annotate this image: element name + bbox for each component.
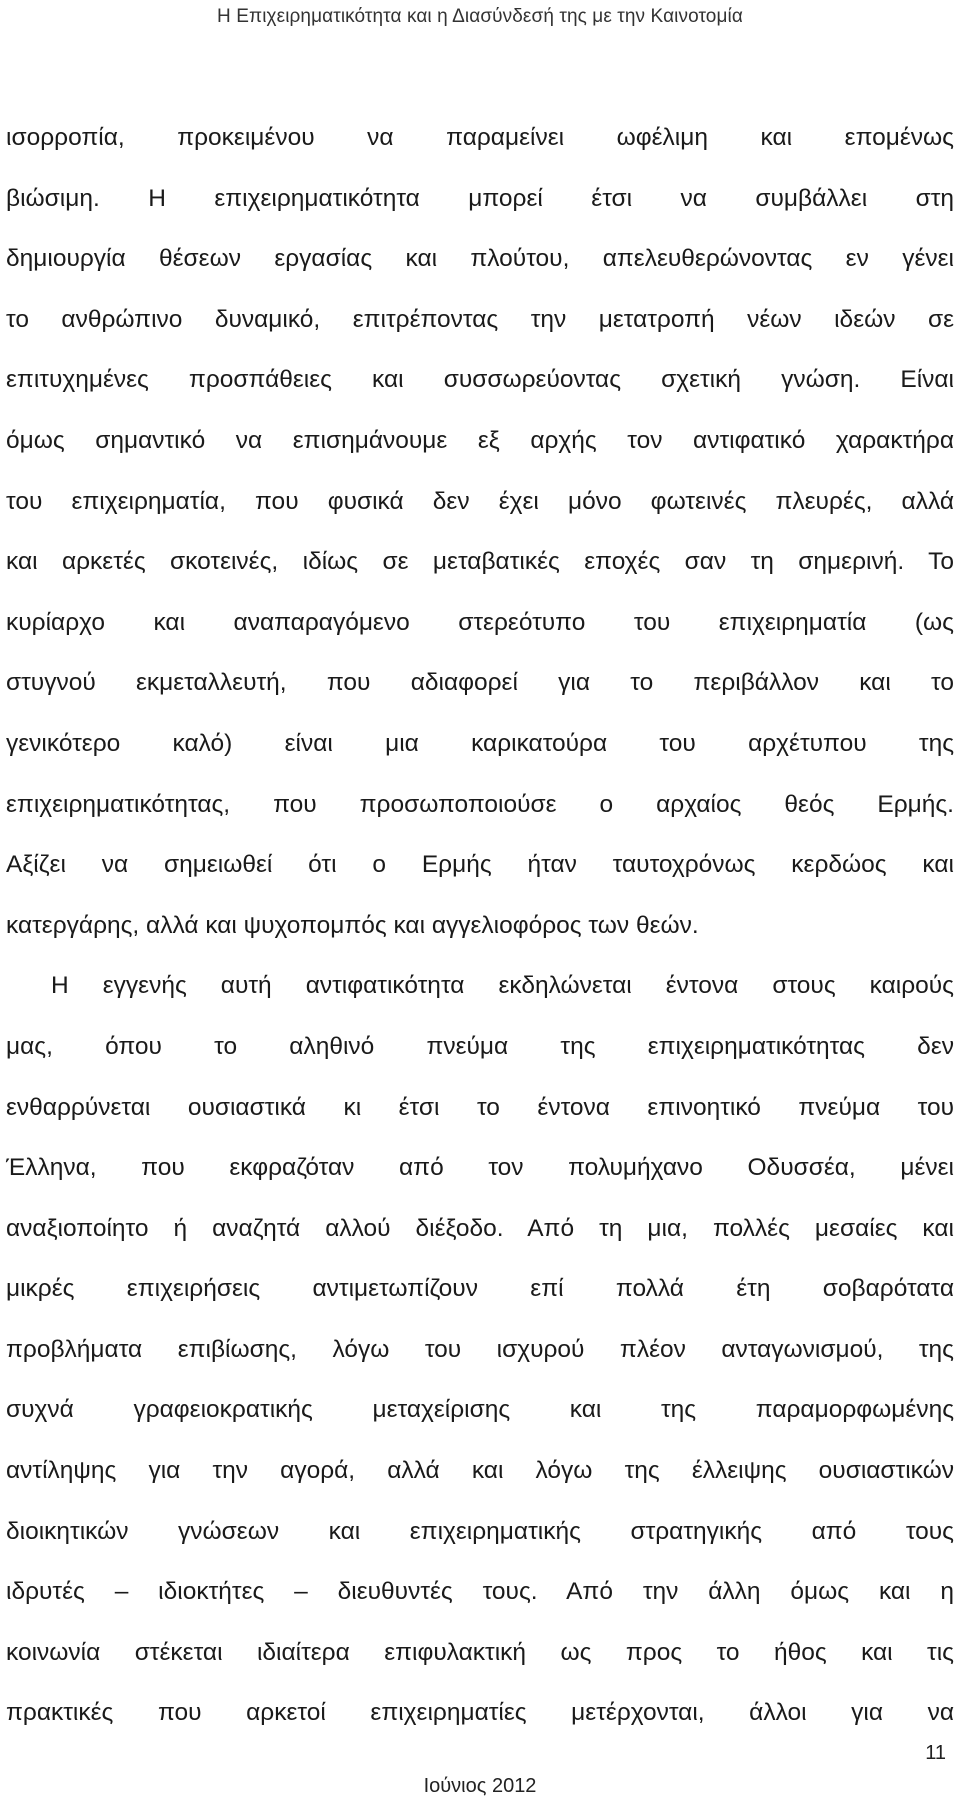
text-line: προβλήματα επιβίωσης, λόγω του ισχυρού πλέον ανταγωνισμού, της (6, 1335, 954, 1363)
text-line: κατεργάρης, αλλά και ψυχοπομπός και αγγελιοφόρος των θεών. (6, 911, 699, 939)
text-line: ενθαρρύνεται ουσιαστικά κι έτσι το έντονα επινοητικό πνεύμα του (6, 1093, 954, 1121)
text-line: ισορροπία, προκειμένου να παραμείνει ωφέλιμη και επομένως (6, 124, 954, 151)
text-line: αντίληψης για την αγορά, αλλά και λόγω της έλλειψης ουσιαστικών (6, 1457, 954, 1485)
text-line: συχνά γραφειοκρατικής μεταχείρισης και της παραμορφωμένης (6, 1396, 954, 1424)
text-line: αναξιοποίητο ή αναζητά αλλού διέξοδο. Από τη μια, πολλές μεσαίες και (6, 1214, 954, 1242)
text-line: διοικητικών γνώσεων και επιχειρηματικής στρατηγικής από τους (6, 1517, 954, 1545)
text-line: πρακτικές που αρκετοί επιχειρηματίες μετέρχονται, άλλοι για να (6, 1699, 954, 1727)
text-line: μικρές επιχειρήσεις αντιμετωπίζουν επί πολλά έτη σοβαρότατα (6, 1275, 954, 1303)
paragraph-first-line: Η εγγενής αυτή αντιφατικότητα εκδηλώνεται έντονα στους καιρούς (51, 972, 954, 1000)
text-line: Αξίζει να σημειωθεί ότι ο Ερμής ήταν ταυτοχρόνως κερδώος και (6, 851, 954, 879)
text-line: δημιουργία θέσεων εργασίας και πλούτου, απελευθερώνοντας εν γένει (6, 245, 954, 273)
page-number: 11 (925, 1742, 946, 1764)
running-header: Η Επιχειρηματικότητα και η Διασύνδεσή της με την Καινοτομία (217, 6, 743, 27)
page-footer-date: Ιούνιος 2012 (423, 1775, 537, 1797)
text-line: ιδρυτές – ιδιοκτήτες – διευθυντές τους. Από την άλλη όμως και η (6, 1578, 954, 1606)
text-line: γενικότερο καλό) είναι μια καρικατούρα του αρχέτυπου της (6, 729, 954, 757)
text-line: το ανθρώπινο δυναμικό, επιτρέποντας την μετατροπή νέων ιδεών σε (6, 305, 954, 333)
text-line: επιχειρηματικότητας, που προσωποποιούσε ο αρχαίος θεός Ερμής. (6, 790, 954, 818)
text-line: μας, όπου το αληθινό πνεύμα της επιχειρηματικότητας δεν (6, 1032, 954, 1060)
text-line: κοινωνία στέκεται ιδιαίτερα επιφυλακτική ως προς το ήθος και τις (6, 1638, 954, 1666)
text-line: κυρίαρχο και αναπαραγόμενο στερεότυπο του επιχειρηματία (ως (6, 608, 954, 636)
text-line: στυγνού εκμεταλλευτή, που αδιαφορεί για το περιβάλλον και το (6, 669, 954, 697)
text-line: και αρκετές σκοτεινές, ιδίως σε μεταβατικές εποχές σαν τη σημερινή. Το (6, 548, 954, 576)
text-line: Έλληνα, που εκφραζόταν από τον πολυμήχανο Οδυσσέα, μένει (6, 1154, 954, 1182)
body-text (6, 108, 954, 1744)
text-line: του επιχειρηματία, που φυσικά δεν έχει μόνο φωτεινές πλευρές, αλλά (6, 487, 954, 515)
text-line: επιτυχημένες προσπάθειες και συσσωρεύοντας σχετική γνώση. Είναι (6, 366, 954, 394)
text-line: βιώσιμη. Η επιχειρηματικότητα μπορεί έτσι να συμβάλλει στη (6, 184, 954, 212)
text-line: όμως σημαντικό να επισημάνουμε εξ αρχής τον αντιφατικό χαρακτήρα (6, 426, 954, 454)
